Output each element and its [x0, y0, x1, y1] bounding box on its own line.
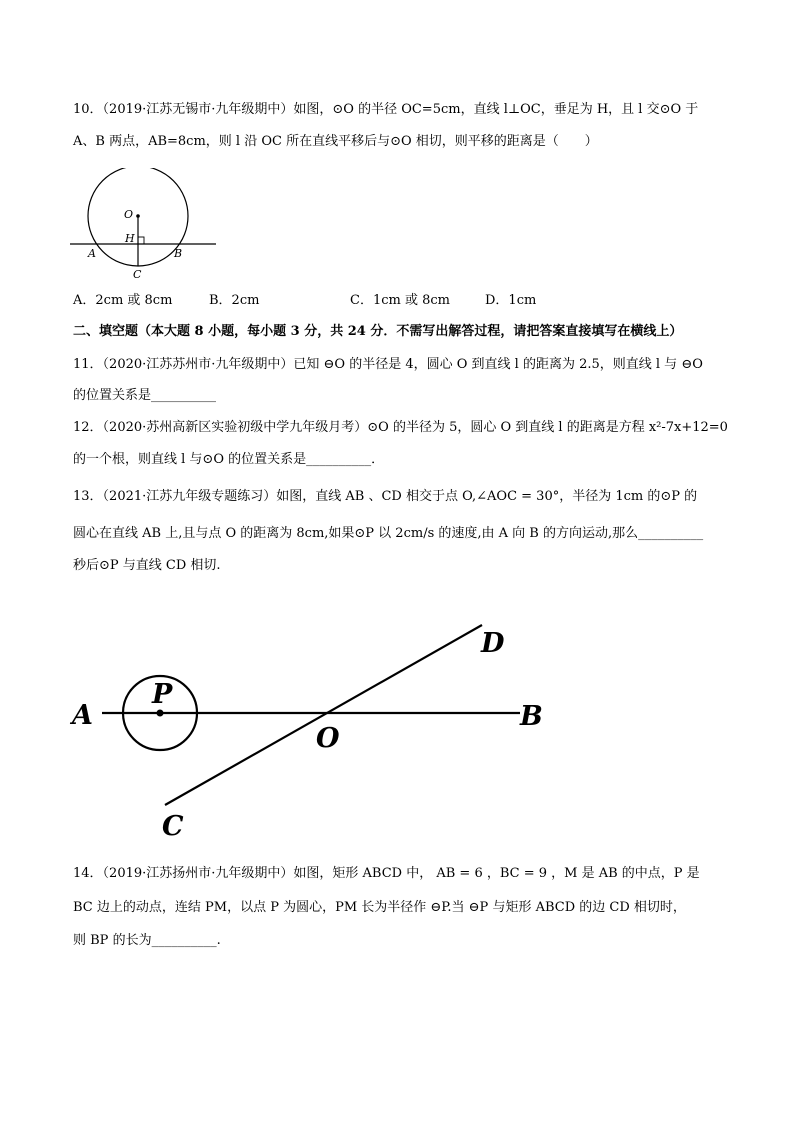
q10-option-b: B．2cm [209, 293, 260, 308]
q10-circle-figure [68, 168, 220, 284]
q13-label-o: O [316, 723, 340, 754]
q13-text-line2: 圆心在直线 AB 上,且与点 O 的距离为 8cm,如果⊙P 以 2cm/s 的速度,由 A 向 B 的方向运动,那么__________ [73, 526, 704, 541]
q14-text-line3: 则 BP 的长为__________. [73, 933, 221, 948]
q10-label-a: A [88, 247, 96, 260]
q10-option-c: C．1cm 或 8cm [350, 293, 450, 308]
q10-text-line2: A、B 两点，AB=8cm，则 l 沿 OC 所在直线平移后与⊙O 相切，则平移的距离是（ ） [73, 134, 598, 149]
q10-option-d: D．1cm [485, 293, 537, 308]
q13-label-p: P [152, 679, 173, 710]
q10-label-c: C [133, 268, 142, 281]
q13-label-c: C [162, 811, 184, 842]
q10-label-h: H [125, 232, 135, 245]
q11-text-line1: 11．（2020·江苏苏州市·九年级期中）已知 ⊖O 的半径是 4，圆心 O 到直线 l 的距离为 2.5，则直线 l 与 ⊖O [73, 357, 703, 372]
q13-label-b: B [520, 701, 543, 732]
q13-text-line1: 13．（2021·江苏九年级专题练习）如图，直线 AB 、CD 相交于点 O,∠AOC = 30°，半径为 1cm 的⊙P 的 [73, 489, 698, 504]
section2-heading: 二、填空题（本大题 8 小题，每小题 3 分，共 24 分．不需写出解答过程，请把答案直接填写在横线上） [73, 324, 683, 339]
q10-label-o: O [124, 208, 134, 221]
q13-label-d: D [481, 628, 505, 659]
q10-label-b: B [174, 247, 183, 260]
q10-text-line1: 10．（2019·江苏无锡市·九年级期中）如图，⊙O 的半径 OC=5cm，直线 l⊥OC，垂足为 H，且 l 交⊙O 于 [73, 102, 699, 117]
q12-text-line2: 的一个根，则直线 l 与⊙O 的位置关系是__________． [73, 452, 385, 467]
q11-text-line2: 的位置关系是__________ [73, 388, 217, 403]
q12-text-line1: 12．（2020·苏州高新区实验初级中学九年级月考）⊙O 的半径为 5，圆心 O 到直线 l 的距离是方程 x²-7x+12=0 [73, 420, 728, 435]
q13-lines-figure [60, 615, 560, 845]
q14-text-line2: BC 边上的动点，连结 PM，以点 P 为圆心，PM 长为半径作 ⊖P.当 ⊖P 与矩形 ABCD 的边 CD 相切时， [73, 900, 686, 915]
q13-text-line3: 秒后⊙P 与直线 CD 相切. [73, 558, 221, 573]
q14-text-line1: 14．（2019·江苏扬州市·九年级期中）如图，矩形 ABCD 中， AB = 6 ，BC = 9 ，M 是 AB 的中点，P 是 [73, 866, 700, 881]
q10-option-a: A．2cm 或 8cm [73, 293, 173, 308]
q13-label-a: A [72, 700, 93, 731]
